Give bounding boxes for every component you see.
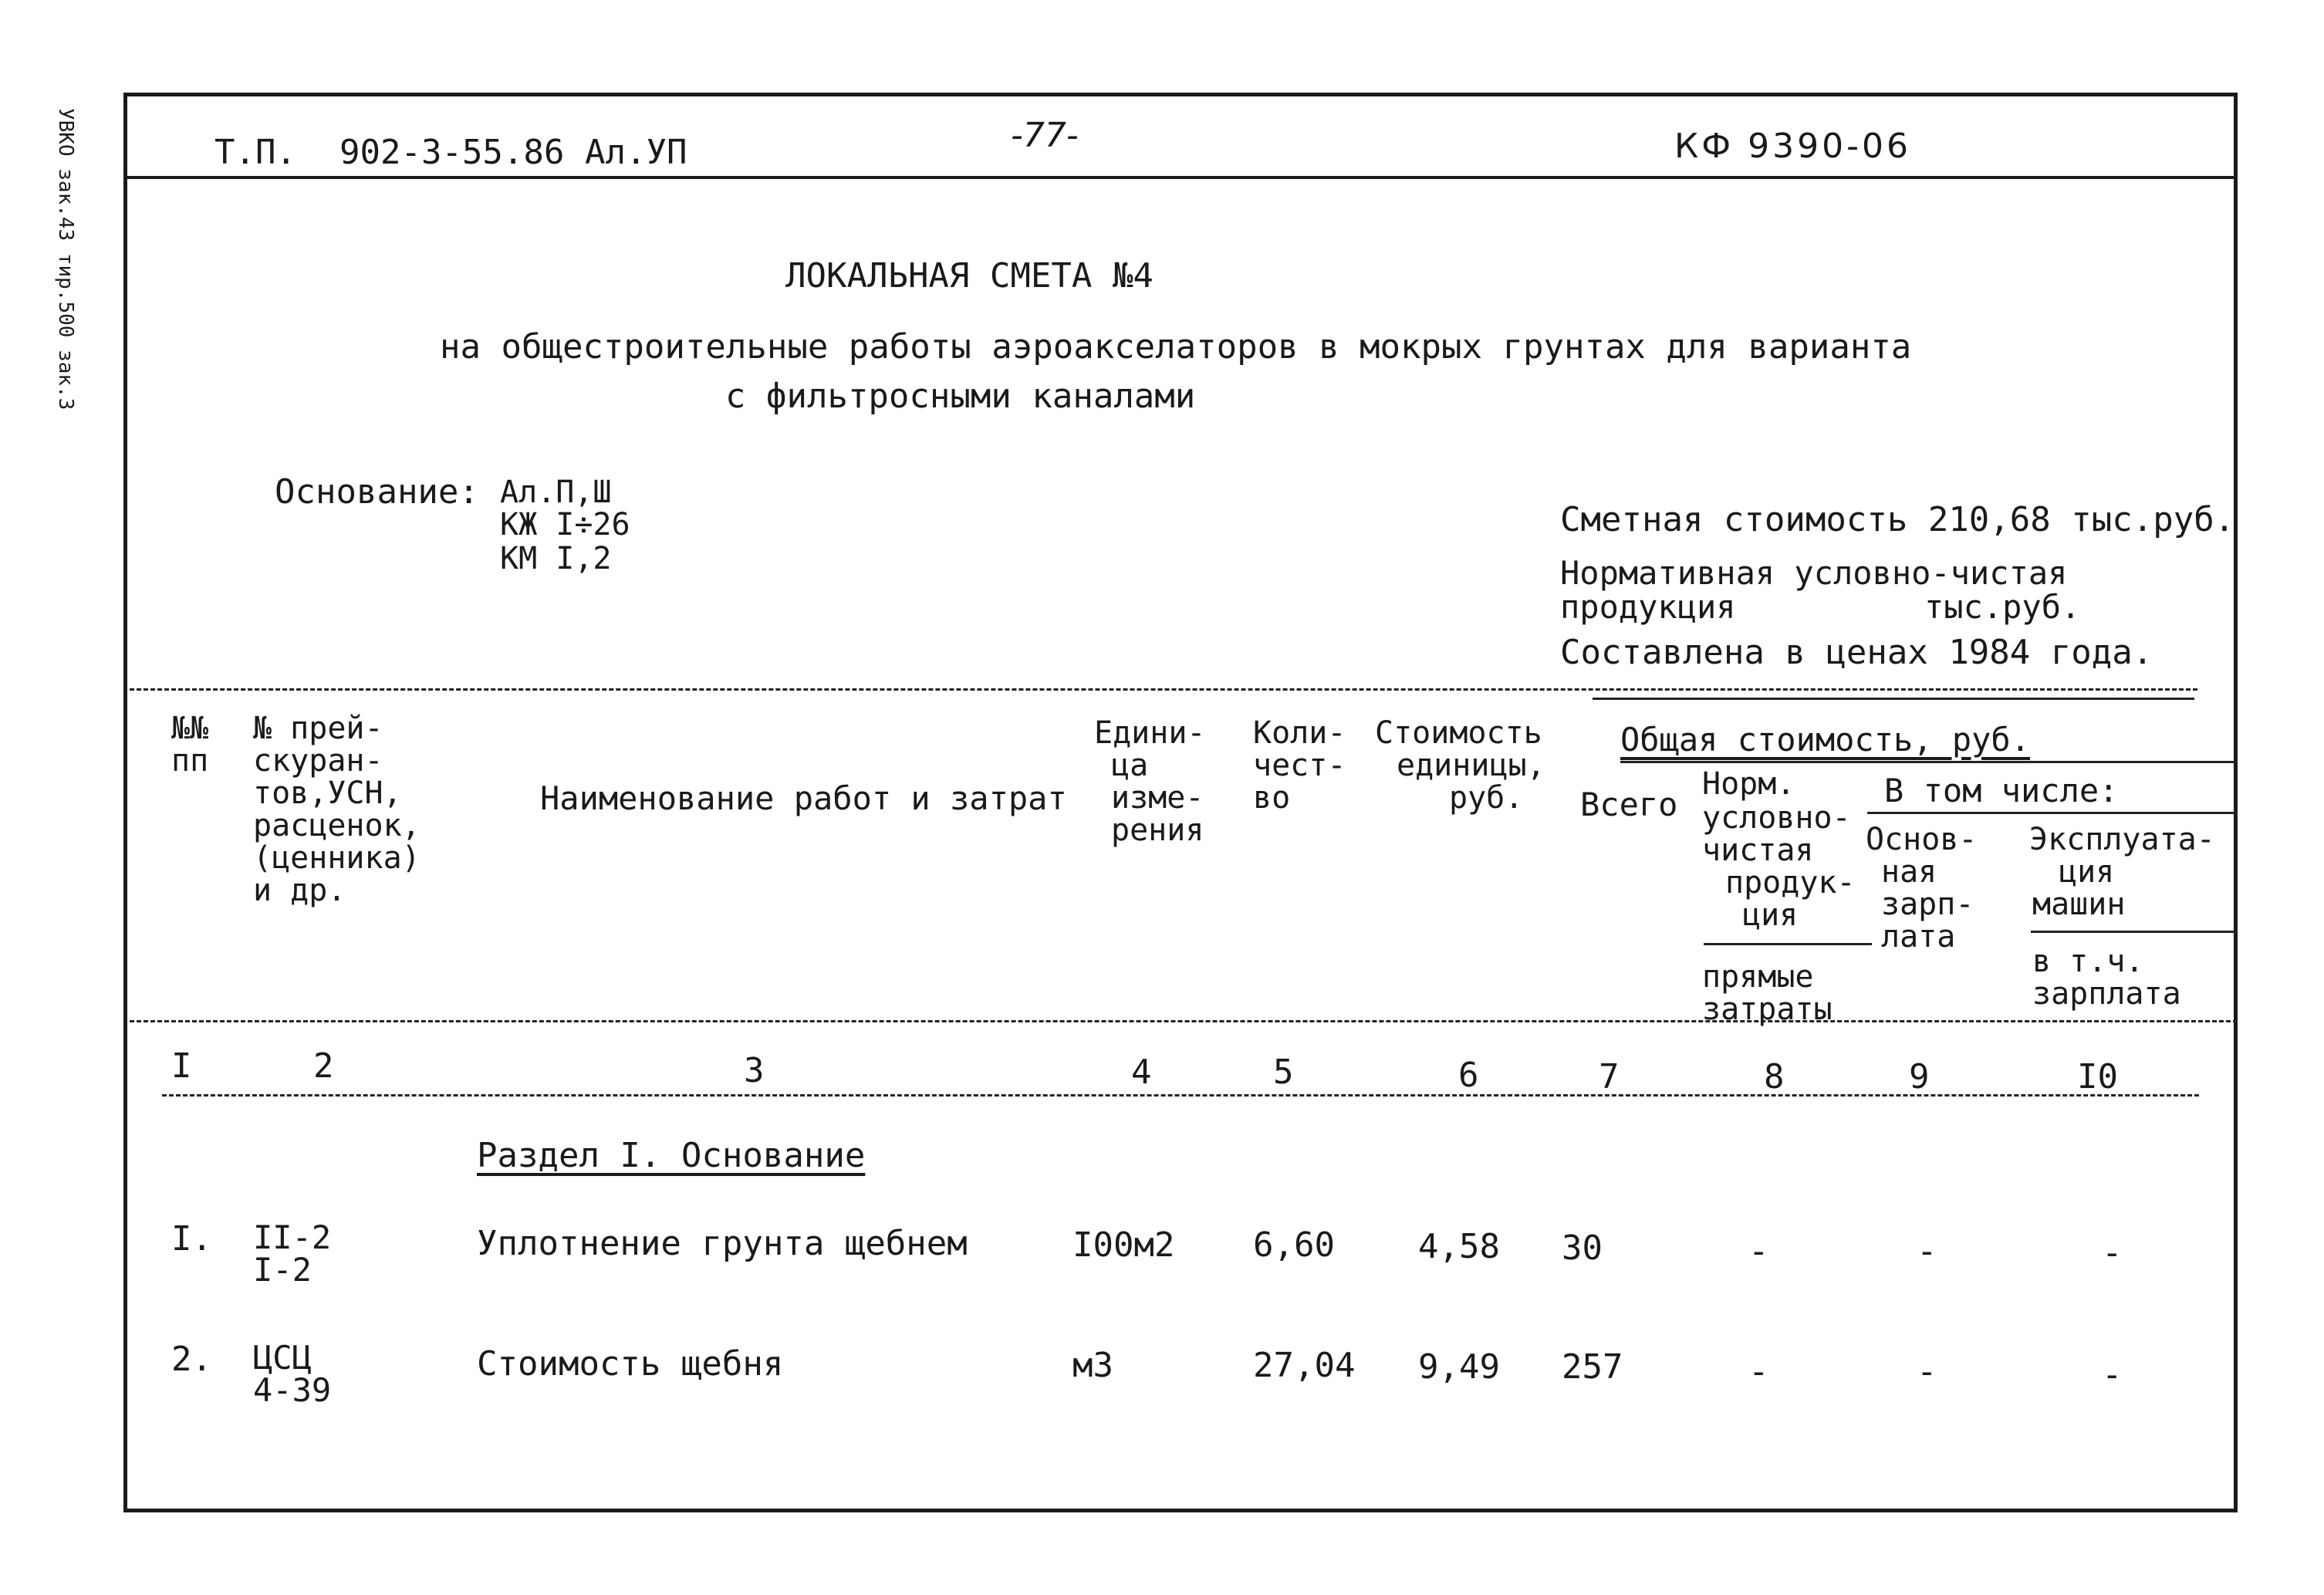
col2-header-c: тов,УСН, (253, 776, 402, 811)
row1-code1: II-2 (253, 1218, 332, 1256)
price-basis: Составлена в ценах 1984 года. (1560, 633, 2153, 672)
col2-header-e: (ценника) (253, 840, 421, 876)
col4-header-a: Едини- (1094, 715, 1206, 751)
norm-product-rule (1704, 943, 1872, 945)
header-divider (123, 176, 2238, 179)
col9-header-d: лата (1881, 919, 1956, 955)
basis-line1: Ал.П,Ш (500, 475, 612, 510)
row1-total: 30 (1562, 1228, 1603, 1268)
row1-quantity: 6,60 (1253, 1225, 1335, 1265)
column-number-5: 5 (1273, 1053, 1294, 1092)
column-number-4: 4 (1131, 1053, 1152, 1092)
column-number-10: I0 (2077, 1057, 2118, 1097)
including-rule (1867, 812, 2238, 814)
row1-number: I. (171, 1219, 212, 1259)
row1-code2: I-2 (253, 1251, 312, 1289)
row2-code2: 4-39 (253, 1371, 332, 1409)
row1-col9: - (1917, 1232, 1937, 1271)
row2-code1: ЦСЦ (253, 1339, 312, 1377)
col2-header-b: скуран- (253, 743, 383, 779)
col8-header-c: чистая (1702, 833, 1814, 868)
row2-name: Стоимость щебня (477, 1344, 784, 1384)
col6-header-a: Стоимость (1375, 715, 1542, 751)
document-title: ЛОКАЛЬНАЯ СМЕТА №4 (785, 256, 1154, 296)
document-subtitle-line1: на общестроительные работы аэроакселаторов в мокрых грунтах для варианта (440, 327, 1912, 367)
document-subtitle-line2: с фильтросными каналами (725, 377, 1196, 416)
archive-number: КФ 9390-06 (1674, 127, 1911, 166)
column-number-9: 9 (1909, 1057, 1930, 1097)
col4-header-d: рения (1111, 813, 1204, 848)
col5-header-a: Коли- (1253, 715, 1346, 751)
basis-line3: КМ I,2 (500, 541, 612, 576)
col8-header-a: Норм. (1702, 766, 1795, 802)
column-number-3: 3 (744, 1051, 765, 1090)
row2-number: 2. (171, 1340, 212, 1379)
col6-header-c: руб. (1449, 780, 1524, 816)
col9-header-b: ная (1881, 854, 1937, 890)
general-cost-rule (1620, 761, 2238, 763)
col8-header-b: условно- (1702, 800, 1851, 836)
row1-col8: - (1748, 1232, 1769, 1271)
basis-label: Основание: (275, 472, 479, 512)
header-album: Ал.УП (585, 133, 687, 172)
section-heading: Раздел I. Основание (477, 1136, 866, 1175)
header-code: 902-3-55.86 (339, 133, 565, 172)
col10-header-a: Эксплуата- (2029, 822, 2215, 857)
column-number-2: 2 (313, 1046, 334, 1086)
page-number: -77- (1011, 116, 1079, 155)
machines-rule (2031, 931, 2238, 933)
normative-product-label2: продукция (1560, 588, 1736, 626)
col4-header-b: ца (1111, 748, 1149, 783)
including-header: В том числе: (1884, 772, 2119, 809)
col10-header-e: зарплата (2032, 976, 2181, 1012)
row1-name: Уплотнение грунта щебнем (477, 1224, 968, 1263)
col6-header-b: единицы, (1397, 748, 1545, 783)
col10-header-c: машин (2032, 887, 2126, 922)
col5-header-b: чест- (1253, 748, 1346, 783)
col10-header-b: ция (2059, 854, 2115, 890)
column-number-8: 8 (1764, 1057, 1785, 1097)
table-header-rule (130, 1020, 2238, 1022)
col8-header-g: затраты (1702, 992, 1833, 1027)
col8-header-e: ция (1742, 897, 1799, 933)
column-number-7: 7 (1599, 1057, 1620, 1097)
margin-note: УВКО зак.43 тир.500 зак.3 (54, 108, 77, 411)
col1-header-a: №№ (171, 711, 209, 746)
table-top-rule (130, 688, 2197, 691)
col8-header-f: прямые (1702, 959, 1814, 995)
normative-product-unit: тыс.руб. (1924, 588, 2081, 626)
normative-product-label: Нормативная условно-чистая (1560, 554, 2068, 592)
row2-quantity: 27,04 (1253, 1346, 1356, 1385)
col5-header-c: во (1253, 780, 1291, 816)
col2-header-f: и др. (253, 873, 346, 908)
col4-header-c: изме- (1111, 780, 1204, 816)
col9-header-a: Основ- (1866, 822, 1978, 857)
column-number-6: 6 (1458, 1056, 1479, 1095)
row2-col8: - (1748, 1352, 1769, 1391)
col7-header: Всего (1580, 786, 1678, 823)
col2-header-d: расценок, (253, 808, 421, 843)
row2-unit-price: 9,49 (1418, 1347, 1500, 1387)
general-cost-header: Общая стоимость, руб. (1620, 721, 2031, 759)
row1-col10: - (2102, 1233, 2123, 1272)
basis-line2: КЖ I÷26 (500, 507, 630, 542)
row1-unit: I00м2 (1072, 1225, 1175, 1265)
col2-header-a: № прей- (253, 711, 383, 746)
col10-header-d: в т.ч. (2032, 944, 2144, 979)
row1-unit-price: 4,58 (1418, 1227, 1500, 1266)
col1-header-b: пп (171, 743, 209, 779)
summary-underline (1593, 698, 2194, 700)
row2-total: 257 (1562, 1347, 1623, 1387)
row2-col9: - (1917, 1352, 1937, 1391)
col9-header-c: зарп- (1881, 887, 1974, 922)
col3-header: Наименование работ и затрат (540, 779, 1067, 817)
estimated-cost: Сметная стоимость 210,68 тыс.руб. (1560, 500, 2235, 539)
col8-header-d: продук- (1725, 865, 1856, 901)
header-project: Т.П. (214, 133, 296, 172)
column-number-1: I (171, 1046, 192, 1086)
row2-col10: - (2102, 1355, 2123, 1394)
column-numbers-rule (162, 1094, 2199, 1097)
row2-unit: м3 (1072, 1346, 1113, 1385)
